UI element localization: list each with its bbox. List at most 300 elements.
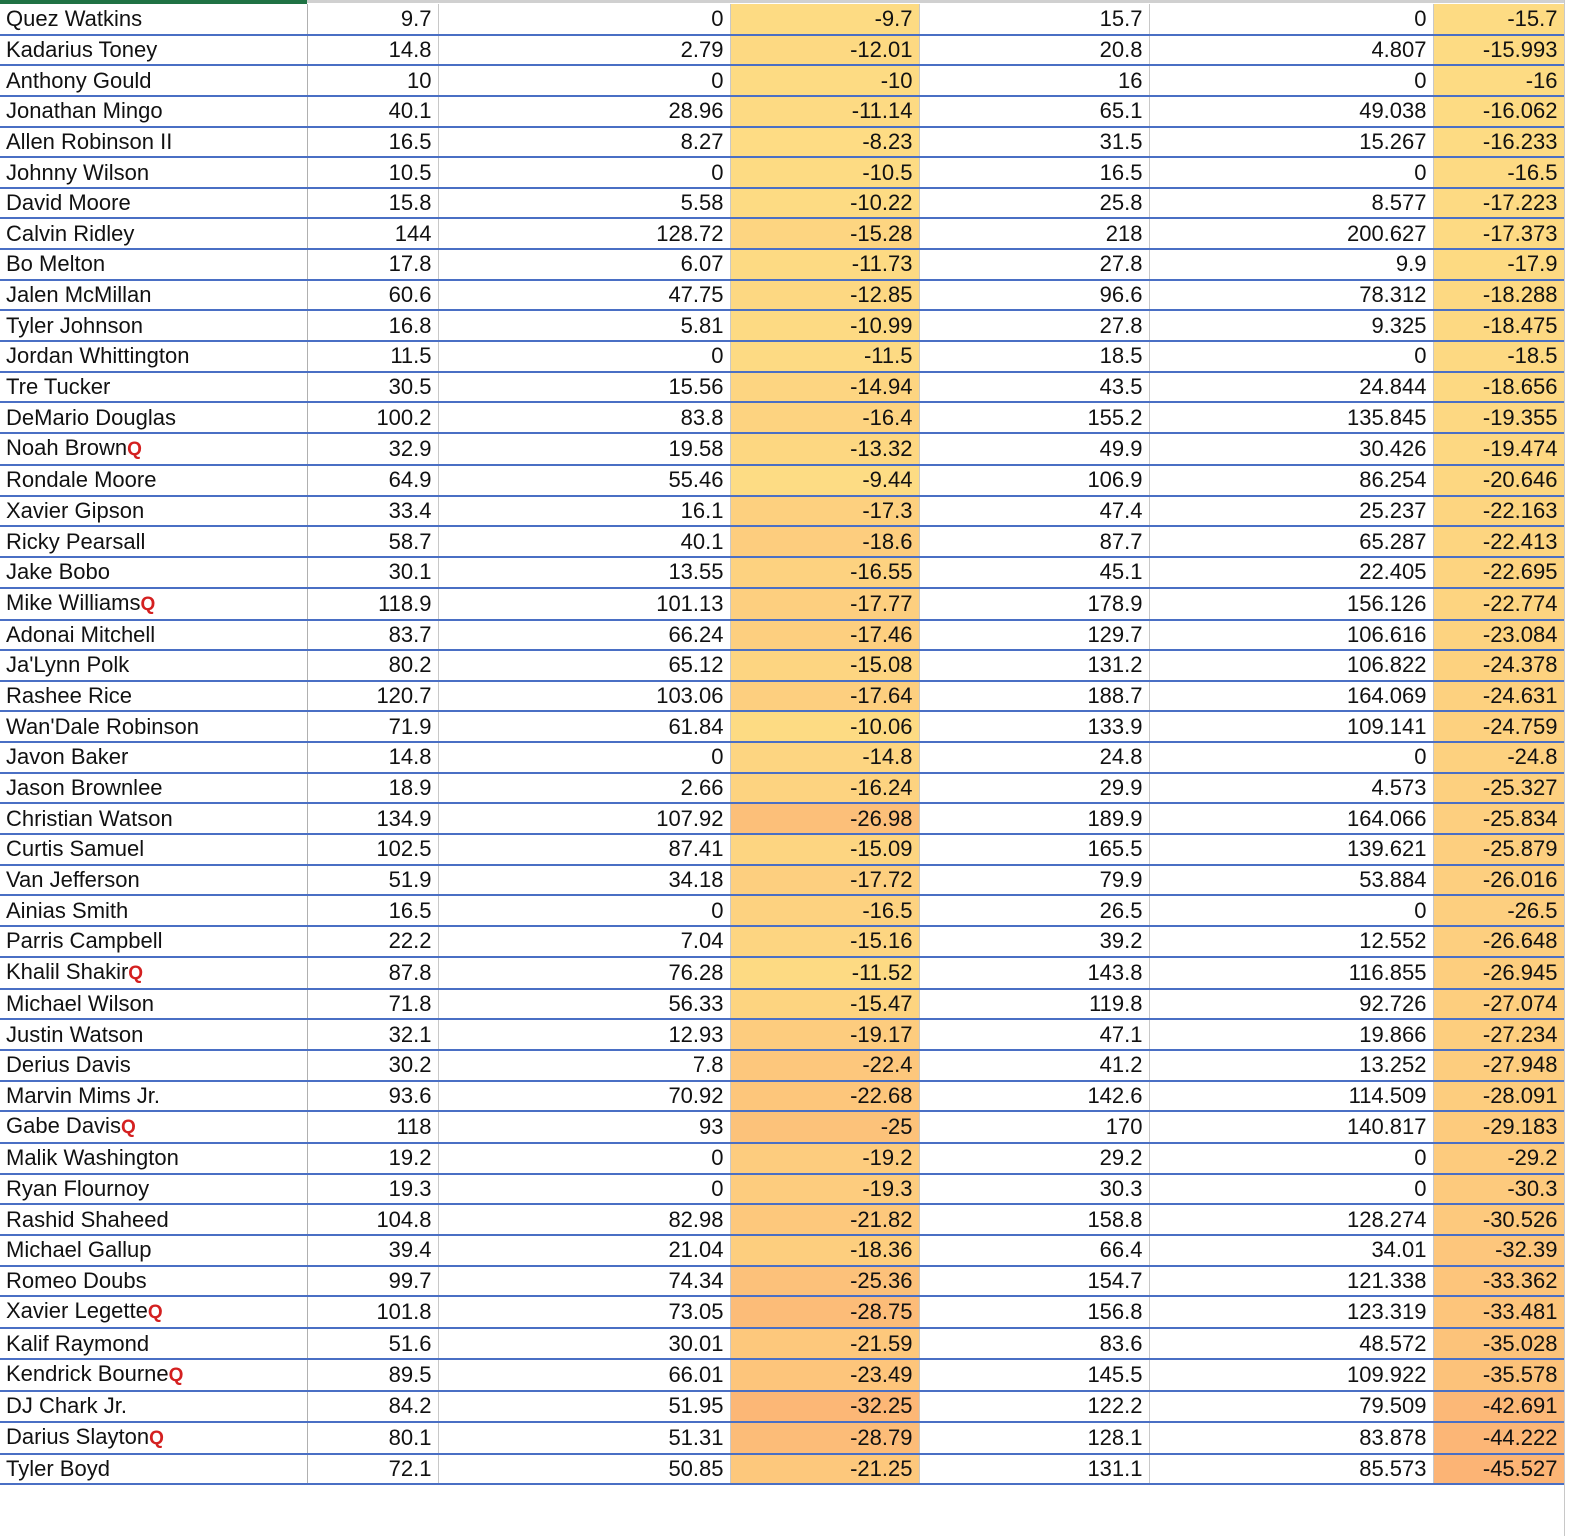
value-cell-c3[interactable]: -19.17 [730, 1019, 919, 1050]
player-name-cell[interactable] [0, 895, 307, 926]
value-cell-c4[interactable]: 20.8 [919, 35, 1149, 66]
value-cell-c5[interactable]: 0 [1149, 65, 1433, 96]
value-cell-c3[interactable]: -21.25 [730, 1454, 919, 1485]
player-name-cell[interactable] [0, 620, 307, 651]
value-cell-c2[interactable]: 51.31 [438, 1422, 730, 1454]
value-cell-c5[interactable]: 156.126 [1149, 588, 1433, 620]
value-cell-c6[interactable]: -25.327 [1433, 773, 1564, 804]
value-cell-c5[interactable]: 48.572 [1149, 1328, 1433, 1359]
value-cell-c3[interactable]: -22.4 [730, 1050, 919, 1081]
value-cell-c4[interactable]: 29.9 [919, 773, 1149, 804]
value-cell-c5[interactable]: 0 [1149, 895, 1433, 926]
value-cell-c1[interactable]: 71.8 [307, 989, 438, 1020]
value-cell-c3[interactable]: -14.8 [730, 742, 919, 773]
value-cell-c1[interactable]: 80.2 [307, 650, 438, 681]
value-cell-c5[interactable]: 8.577 [1149, 188, 1433, 219]
value-cell-c2[interactable]: 74.34 [438, 1266, 730, 1297]
value-cell-c2[interactable]: 0 [438, 341, 730, 372]
value-cell-c1[interactable]: 11.5 [307, 341, 438, 372]
value-cell-c4[interactable]: 165.5 [919, 834, 1149, 865]
value-cell-c1[interactable]: 9.7 [307, 4, 438, 35]
value-cell-c5[interactable]: 139.621 [1149, 834, 1433, 865]
value-cell-c6[interactable]: -22.413 [1433, 526, 1564, 557]
value-cell-c1[interactable]: 19.3 [307, 1174, 438, 1205]
value-cell-c5[interactable]: 116.855 [1149, 957, 1433, 989]
value-cell-c4[interactable]: 43.5 [919, 372, 1149, 403]
value-cell-c6[interactable]: -26.016 [1433, 865, 1564, 896]
value-cell-c6[interactable]: -27.234 [1433, 1019, 1564, 1050]
value-cell-c3[interactable]: -15.08 [730, 650, 919, 681]
value-cell-c3[interactable]: -19.3 [730, 1174, 919, 1205]
value-cell-c6[interactable]: -33.362 [1433, 1266, 1564, 1297]
value-cell-c4[interactable]: 31.5 [919, 127, 1149, 158]
player-name-cell[interactable] [0, 1111, 307, 1143]
value-cell-c1[interactable]: 30.2 [307, 1050, 438, 1081]
value-cell-c3[interactable]: -12.01 [730, 35, 919, 66]
value-cell-c6[interactable]: -18.288 [1433, 280, 1564, 311]
player-name-cell[interactable] [0, 310, 307, 341]
value-cell-c3[interactable]: -16.5 [730, 895, 919, 926]
value-cell-c3[interactable]: -10.99 [730, 310, 919, 341]
value-cell-c3[interactable]: -10 [730, 65, 919, 96]
value-cell-c5[interactable]: 164.069 [1149, 681, 1433, 712]
value-cell-c2[interactable]: 6.07 [438, 249, 730, 280]
value-cell-c5[interactable]: 49.038 [1149, 96, 1433, 127]
value-cell-c6[interactable]: -19.474 [1433, 433, 1564, 465]
value-cell-c3[interactable]: -25.36 [730, 1266, 919, 1297]
value-cell-c4[interactable]: 128.1 [919, 1422, 1149, 1454]
value-cell-c1[interactable]: 84.2 [307, 1391, 438, 1422]
value-cell-c1[interactable]: 16.5 [307, 895, 438, 926]
value-cell-c6[interactable]: -33.481 [1433, 1296, 1564, 1328]
value-cell-c1[interactable]: 51.9 [307, 865, 438, 896]
value-cell-c5[interactable]: 0 [1149, 742, 1433, 773]
player-name-cell[interactable] [0, 1266, 307, 1297]
player-name-cell[interactable] [0, 249, 307, 280]
value-cell-c5[interactable]: 140.817 [1149, 1111, 1433, 1143]
value-cell-c4[interactable]: 142.6 [919, 1081, 1149, 1112]
value-cell-c2[interactable]: 73.05 [438, 1296, 730, 1328]
player-name-cell[interactable] [0, 803, 307, 834]
player-name-cell[interactable] [0, 865, 307, 896]
value-cell-c2[interactable]: 34.18 [438, 865, 730, 896]
player-name-cell[interactable] [0, 433, 307, 465]
player-name-cell[interactable] [0, 1081, 307, 1112]
value-cell-c4[interactable]: 158.8 [919, 1204, 1149, 1235]
value-cell-c4[interactable]: 16 [919, 65, 1149, 96]
value-cell-c5[interactable]: 109.141 [1149, 711, 1433, 742]
value-cell-c1[interactable]: 18.9 [307, 773, 438, 804]
value-cell-c4[interactable]: 189.9 [919, 803, 1149, 834]
value-cell-c1[interactable]: 16.8 [307, 310, 438, 341]
value-cell-c6[interactable]: -18.656 [1433, 372, 1564, 403]
value-cell-c4[interactable]: 131.2 [919, 650, 1149, 681]
value-cell-c4[interactable]: 47.4 [919, 496, 1149, 527]
value-cell-c2[interactable]: 70.92 [438, 1081, 730, 1112]
value-cell-c2[interactable]: 55.46 [438, 465, 730, 496]
player-name-cell[interactable] [0, 742, 307, 773]
value-cell-c2[interactable]: 83.8 [438, 402, 730, 433]
value-cell-c3[interactable]: -15.16 [730, 926, 919, 957]
value-cell-c5[interactable]: 83.878 [1149, 1422, 1433, 1454]
value-cell-c2[interactable]: 61.84 [438, 711, 730, 742]
value-cell-c1[interactable]: 17.8 [307, 249, 438, 280]
value-cell-c1[interactable]: 14.8 [307, 35, 438, 66]
value-cell-c1[interactable]: 58.7 [307, 526, 438, 557]
value-cell-c2[interactable]: 5.81 [438, 310, 730, 341]
value-cell-c1[interactable]: 32.1 [307, 1019, 438, 1050]
value-cell-c4[interactable]: 155.2 [919, 402, 1149, 433]
value-cell-c5[interactable]: 92.726 [1149, 989, 1433, 1020]
value-cell-c6[interactable]: -26.5 [1433, 895, 1564, 926]
value-cell-c3[interactable]: -17.64 [730, 681, 919, 712]
value-cell-c6[interactable]: -17.9 [1433, 249, 1564, 280]
value-cell-c6[interactable]: -30.3 [1433, 1174, 1564, 1205]
value-cell-c3[interactable]: -10.06 [730, 711, 919, 742]
value-cell-c4[interactable]: 83.6 [919, 1328, 1149, 1359]
value-cell-c4[interactable]: 65.1 [919, 96, 1149, 127]
value-cell-c1[interactable]: 15.8 [307, 188, 438, 219]
value-cell-c2[interactable]: 66.24 [438, 620, 730, 651]
value-cell-c3[interactable]: -16.55 [730, 557, 919, 588]
value-cell-c4[interactable]: 178.9 [919, 588, 1149, 620]
value-cell-c6[interactable]: -35.028 [1433, 1328, 1564, 1359]
value-cell-c1[interactable]: 30.5 [307, 372, 438, 403]
value-cell-c2[interactable]: 47.75 [438, 280, 730, 311]
value-cell-c5[interactable]: 65.287 [1149, 526, 1433, 557]
player-name-cell[interactable] [0, 1143, 307, 1174]
value-cell-c4[interactable]: 27.8 [919, 310, 1149, 341]
value-cell-c2[interactable]: 2.66 [438, 773, 730, 804]
value-cell-c5[interactable]: 106.822 [1149, 650, 1433, 681]
value-cell-c2[interactable]: 7.8 [438, 1050, 730, 1081]
value-cell-c4[interactable]: 129.7 [919, 620, 1149, 651]
value-cell-c1[interactable]: 118 [307, 1111, 438, 1143]
value-cell-c5[interactable]: 53.884 [1149, 865, 1433, 896]
value-cell-c5[interactable]: 15.267 [1149, 127, 1433, 158]
player-name-cell[interactable] [0, 557, 307, 588]
value-cell-c5[interactable]: 200.627 [1149, 218, 1433, 249]
player-name-cell[interactable] [0, 1019, 307, 1050]
value-cell-c6[interactable]: -27.948 [1433, 1050, 1564, 1081]
value-cell-c6[interactable]: -15.993 [1433, 35, 1564, 66]
value-cell-c2[interactable]: 87.41 [438, 834, 730, 865]
player-name-cell[interactable] [0, 35, 307, 66]
value-cell-c1[interactable]: 60.6 [307, 280, 438, 311]
value-cell-c4[interactable]: 15.7 [919, 4, 1149, 35]
player-name-cell[interactable] [0, 526, 307, 557]
value-cell-c4[interactable]: 218 [919, 218, 1149, 249]
value-cell-c5[interactable]: 79.509 [1149, 1391, 1433, 1422]
value-cell-c3[interactable]: -10.22 [730, 188, 919, 219]
value-cell-c2[interactable]: 8.27 [438, 127, 730, 158]
value-cell-c1[interactable]: 40.1 [307, 96, 438, 127]
value-cell-c2[interactable]: 7.04 [438, 926, 730, 957]
value-cell-c1[interactable]: 120.7 [307, 681, 438, 712]
player-name-cell[interactable] [0, 1454, 307, 1485]
value-cell-c4[interactable]: 49.9 [919, 433, 1149, 465]
value-cell-c2[interactable]: 103.06 [438, 681, 730, 712]
value-cell-c6[interactable]: -23.084 [1433, 620, 1564, 651]
value-cell-c3[interactable]: -25 [730, 1111, 919, 1143]
player-name-cell[interactable] [0, 96, 307, 127]
value-cell-c4[interactable]: 188.7 [919, 681, 1149, 712]
player-name-cell[interactable] [0, 496, 307, 527]
value-cell-c2[interactable]: 66.01 [438, 1359, 730, 1391]
value-cell-c5[interactable]: 19.866 [1149, 1019, 1433, 1050]
value-cell-c4[interactable]: 154.7 [919, 1266, 1149, 1297]
value-cell-c4[interactable]: 24.8 [919, 742, 1149, 773]
value-cell-c3[interactable]: -8.23 [730, 127, 919, 158]
value-cell-c4[interactable]: 143.8 [919, 957, 1149, 989]
value-cell-c2[interactable]: 40.1 [438, 526, 730, 557]
value-cell-c2[interactable]: 5.58 [438, 188, 730, 219]
value-cell-c3[interactable]: -26.98 [730, 803, 919, 834]
value-cell-c4[interactable]: 25.8 [919, 188, 1149, 219]
value-cell-c5[interactable]: 0 [1149, 157, 1433, 188]
value-cell-c6[interactable]: -29.2 [1433, 1143, 1564, 1174]
value-cell-c6[interactable]: -42.691 [1433, 1391, 1564, 1422]
value-cell-c2[interactable]: 107.92 [438, 803, 730, 834]
player-name-cell[interactable] [0, 372, 307, 403]
value-cell-c6[interactable]: -19.355 [1433, 402, 1564, 433]
value-cell-c5[interactable]: 78.312 [1149, 280, 1433, 311]
value-cell-c4[interactable]: 122.2 [919, 1391, 1149, 1422]
player-name-cell[interactable] [0, 157, 307, 188]
value-cell-c5[interactable]: 4.807 [1149, 35, 1433, 66]
value-cell-c2[interactable]: 65.12 [438, 650, 730, 681]
value-cell-c1[interactable]: 64.9 [307, 465, 438, 496]
value-cell-c3[interactable]: -15.47 [730, 989, 919, 1020]
value-cell-c6[interactable]: -25.879 [1433, 834, 1564, 865]
value-cell-c3[interactable]: -10.5 [730, 157, 919, 188]
player-name-cell[interactable] [0, 1235, 307, 1266]
value-cell-c4[interactable]: 26.5 [919, 895, 1149, 926]
player-name-cell[interactable] [0, 1050, 307, 1081]
value-cell-c4[interactable]: 96.6 [919, 280, 1149, 311]
value-cell-c4[interactable]: 106.9 [919, 465, 1149, 496]
value-cell-c1[interactable]: 51.6 [307, 1328, 438, 1359]
value-cell-c2[interactable]: 12.93 [438, 1019, 730, 1050]
value-cell-c4[interactable]: 16.5 [919, 157, 1149, 188]
value-cell-c5[interactable]: 128.274 [1149, 1204, 1433, 1235]
value-cell-c1[interactable]: 30.1 [307, 557, 438, 588]
value-cell-c5[interactable]: 121.338 [1149, 1266, 1433, 1297]
value-cell-c6[interactable]: -16.5 [1433, 157, 1564, 188]
value-cell-c6[interactable]: -16.233 [1433, 127, 1564, 158]
value-cell-c2[interactable]: 93 [438, 1111, 730, 1143]
player-name-cell[interactable] [0, 681, 307, 712]
value-cell-c4[interactable]: 133.9 [919, 711, 1149, 742]
value-cell-c3[interactable]: -28.75 [730, 1296, 919, 1328]
value-cell-c3[interactable]: -11.14 [730, 96, 919, 127]
value-cell-c1[interactable]: 32.9 [307, 433, 438, 465]
value-cell-c6[interactable]: -17.223 [1433, 188, 1564, 219]
player-name-cell[interactable] [0, 1174, 307, 1205]
value-cell-c5[interactable]: 9.325 [1149, 310, 1433, 341]
value-cell-c3[interactable]: -18.6 [730, 526, 919, 557]
value-cell-c1[interactable]: 72.1 [307, 1454, 438, 1485]
player-name-cell[interactable] [0, 989, 307, 1020]
value-cell-c6[interactable]: -22.163 [1433, 496, 1564, 527]
value-cell-c5[interactable]: 0 [1149, 1143, 1433, 1174]
value-cell-c4[interactable]: 79.9 [919, 865, 1149, 896]
value-cell-c6[interactable]: -24.759 [1433, 711, 1564, 742]
value-cell-c3[interactable]: -11.73 [730, 249, 919, 280]
value-cell-c4[interactable]: 156.8 [919, 1296, 1149, 1328]
value-cell-c6[interactable]: -18.475 [1433, 310, 1564, 341]
value-cell-c2[interactable]: 16.1 [438, 496, 730, 527]
value-cell-c3[interactable]: -9.44 [730, 465, 919, 496]
value-cell-c2[interactable]: 128.72 [438, 218, 730, 249]
value-cell-c6[interactable]: -28.091 [1433, 1081, 1564, 1112]
value-cell-c1[interactable]: 10.5 [307, 157, 438, 188]
value-cell-c2[interactable]: 2.79 [438, 35, 730, 66]
value-cell-c6[interactable]: -35.578 [1433, 1359, 1564, 1391]
value-cell-c6[interactable]: -30.526 [1433, 1204, 1564, 1235]
value-cell-c3[interactable]: -15.28 [730, 218, 919, 249]
value-cell-c4[interactable]: 27.8 [919, 249, 1149, 280]
player-name-cell[interactable] [0, 465, 307, 496]
value-cell-c5[interactable]: 24.844 [1149, 372, 1433, 403]
value-cell-c3[interactable]: -22.68 [730, 1081, 919, 1112]
value-cell-c3[interactable]: -19.2 [730, 1143, 919, 1174]
value-cell-c3[interactable]: -21.59 [730, 1328, 919, 1359]
player-name-cell[interactable] [0, 188, 307, 219]
value-cell-c6[interactable]: -24.631 [1433, 681, 1564, 712]
player-name-cell[interactable] [0, 1328, 307, 1359]
value-cell-c2[interactable]: 0 [438, 4, 730, 35]
value-cell-c2[interactable]: 28.96 [438, 96, 730, 127]
player-name-cell[interactable] [0, 65, 307, 96]
value-cell-c1[interactable]: 102.5 [307, 834, 438, 865]
value-cell-c1[interactable]: 19.2 [307, 1143, 438, 1174]
value-cell-c6[interactable]: -32.39 [1433, 1235, 1564, 1266]
player-name-cell[interactable] [0, 711, 307, 742]
value-cell-c2[interactable]: 51.95 [438, 1391, 730, 1422]
value-cell-c1[interactable]: 104.8 [307, 1204, 438, 1235]
value-cell-c5[interactable]: 123.319 [1149, 1296, 1433, 1328]
player-name-cell[interactable] [0, 957, 307, 989]
value-cell-c5[interactable]: 0 [1149, 1174, 1433, 1205]
value-cell-c6[interactable]: -45.527 [1433, 1454, 1564, 1485]
value-cell-c5[interactable]: 30.426 [1149, 433, 1433, 465]
value-cell-c1[interactable]: 101.8 [307, 1296, 438, 1328]
value-cell-c5[interactable]: 9.9 [1149, 249, 1433, 280]
value-cell-c6[interactable]: -24.378 [1433, 650, 1564, 681]
value-cell-c5[interactable]: 4.573 [1149, 773, 1433, 804]
value-cell-c4[interactable]: 39.2 [919, 926, 1149, 957]
value-cell-c5[interactable]: 135.845 [1149, 402, 1433, 433]
player-name-cell[interactable] [0, 1359, 307, 1391]
value-cell-c2[interactable]: 0 [438, 157, 730, 188]
value-cell-c2[interactable]: 0 [438, 65, 730, 96]
value-cell-c4[interactable]: 45.1 [919, 557, 1149, 588]
value-cell-c6[interactable]: -25.834 [1433, 803, 1564, 834]
value-cell-c2[interactable]: 30.01 [438, 1328, 730, 1359]
value-cell-c4[interactable]: 87.7 [919, 526, 1149, 557]
value-cell-c3[interactable]: -16.4 [730, 402, 919, 433]
player-name-cell[interactable] [0, 1296, 307, 1328]
value-cell-c6[interactable]: -29.183 [1433, 1111, 1564, 1143]
value-cell-c5[interactable]: 0 [1149, 341, 1433, 372]
player-name-cell[interactable] [0, 1391, 307, 1422]
value-cell-c1[interactable]: 93.6 [307, 1081, 438, 1112]
value-cell-c4[interactable]: 29.2 [919, 1143, 1149, 1174]
value-cell-c5[interactable]: 86.254 [1149, 465, 1433, 496]
value-cell-c5[interactable]: 85.573 [1149, 1454, 1433, 1485]
value-cell-c6[interactable]: -17.373 [1433, 218, 1564, 249]
value-cell-c1[interactable]: 16.5 [307, 127, 438, 158]
value-cell-c3[interactable]: -32.25 [730, 1391, 919, 1422]
player-name-cell[interactable] [0, 218, 307, 249]
value-cell-c1[interactable]: 71.9 [307, 711, 438, 742]
value-cell-c1[interactable]: 10 [307, 65, 438, 96]
value-cell-c4[interactable]: 41.2 [919, 1050, 1149, 1081]
player-name-cell[interactable] [0, 588, 307, 620]
value-cell-c6[interactable]: -16 [1433, 65, 1564, 96]
value-cell-c4[interactable]: 18.5 [919, 341, 1149, 372]
value-cell-c1[interactable]: 87.8 [307, 957, 438, 989]
value-cell-c3[interactable]: -16.24 [730, 773, 919, 804]
player-name-cell[interactable] [0, 4, 307, 35]
value-cell-c5[interactable]: 0 [1149, 4, 1433, 35]
value-cell-c1[interactable]: 89.5 [307, 1359, 438, 1391]
value-cell-c3[interactable]: -14.94 [730, 372, 919, 403]
value-cell-c3[interactable]: -17.72 [730, 865, 919, 896]
value-cell-c1[interactable]: 144 [307, 218, 438, 249]
value-cell-c2[interactable]: 0 [438, 1174, 730, 1205]
value-cell-c5[interactable]: 34.01 [1149, 1235, 1433, 1266]
value-cell-c4[interactable]: 145.5 [919, 1359, 1149, 1391]
value-cell-c2[interactable]: 0 [438, 742, 730, 773]
value-cell-c2[interactable]: 13.55 [438, 557, 730, 588]
value-cell-c5[interactable]: 25.237 [1149, 496, 1433, 527]
value-cell-c4[interactable]: 170 [919, 1111, 1149, 1143]
value-cell-c1[interactable]: 99.7 [307, 1266, 438, 1297]
value-cell-c3[interactable]: -23.49 [730, 1359, 919, 1391]
value-cell-c2[interactable]: 76.28 [438, 957, 730, 989]
value-cell-c4[interactable]: 47.1 [919, 1019, 1149, 1050]
value-cell-c2[interactable]: 56.33 [438, 989, 730, 1020]
value-cell-c6[interactable]: -18.5 [1433, 341, 1564, 372]
value-cell-c3[interactable]: -17.46 [730, 620, 919, 651]
value-cell-c2[interactable]: 0 [438, 895, 730, 926]
value-cell-c5[interactable]: 12.552 [1149, 926, 1433, 957]
player-name-cell[interactable] [0, 1422, 307, 1454]
value-cell-c2[interactable]: 82.98 [438, 1204, 730, 1235]
player-name-cell[interactable] [0, 834, 307, 865]
value-cell-c3[interactable]: -21.82 [730, 1204, 919, 1235]
value-cell-c2[interactable]: 101.13 [438, 588, 730, 620]
player-name-cell[interactable] [0, 650, 307, 681]
value-cell-c1[interactable]: 39.4 [307, 1235, 438, 1266]
value-cell-c5[interactable]: 13.252 [1149, 1050, 1433, 1081]
value-cell-c6[interactable]: -24.8 [1433, 742, 1564, 773]
value-cell-c3[interactable]: -11.52 [730, 957, 919, 989]
value-cell-c5[interactable]: 164.066 [1149, 803, 1433, 834]
value-cell-c2[interactable]: 19.58 [438, 433, 730, 465]
player-name-cell[interactable] [0, 773, 307, 804]
value-cell-c3[interactable]: -28.79 [730, 1422, 919, 1454]
value-cell-c6[interactable]: -44.222 [1433, 1422, 1564, 1454]
value-cell-c3[interactable]: -12.85 [730, 280, 919, 311]
value-cell-c1[interactable]: 14.8 [307, 742, 438, 773]
value-cell-c6[interactable]: -22.695 [1433, 557, 1564, 588]
value-cell-c3[interactable]: -17.3 [730, 496, 919, 527]
value-cell-c6[interactable]: -20.646 [1433, 465, 1564, 496]
player-name-cell[interactable] [0, 1204, 307, 1235]
